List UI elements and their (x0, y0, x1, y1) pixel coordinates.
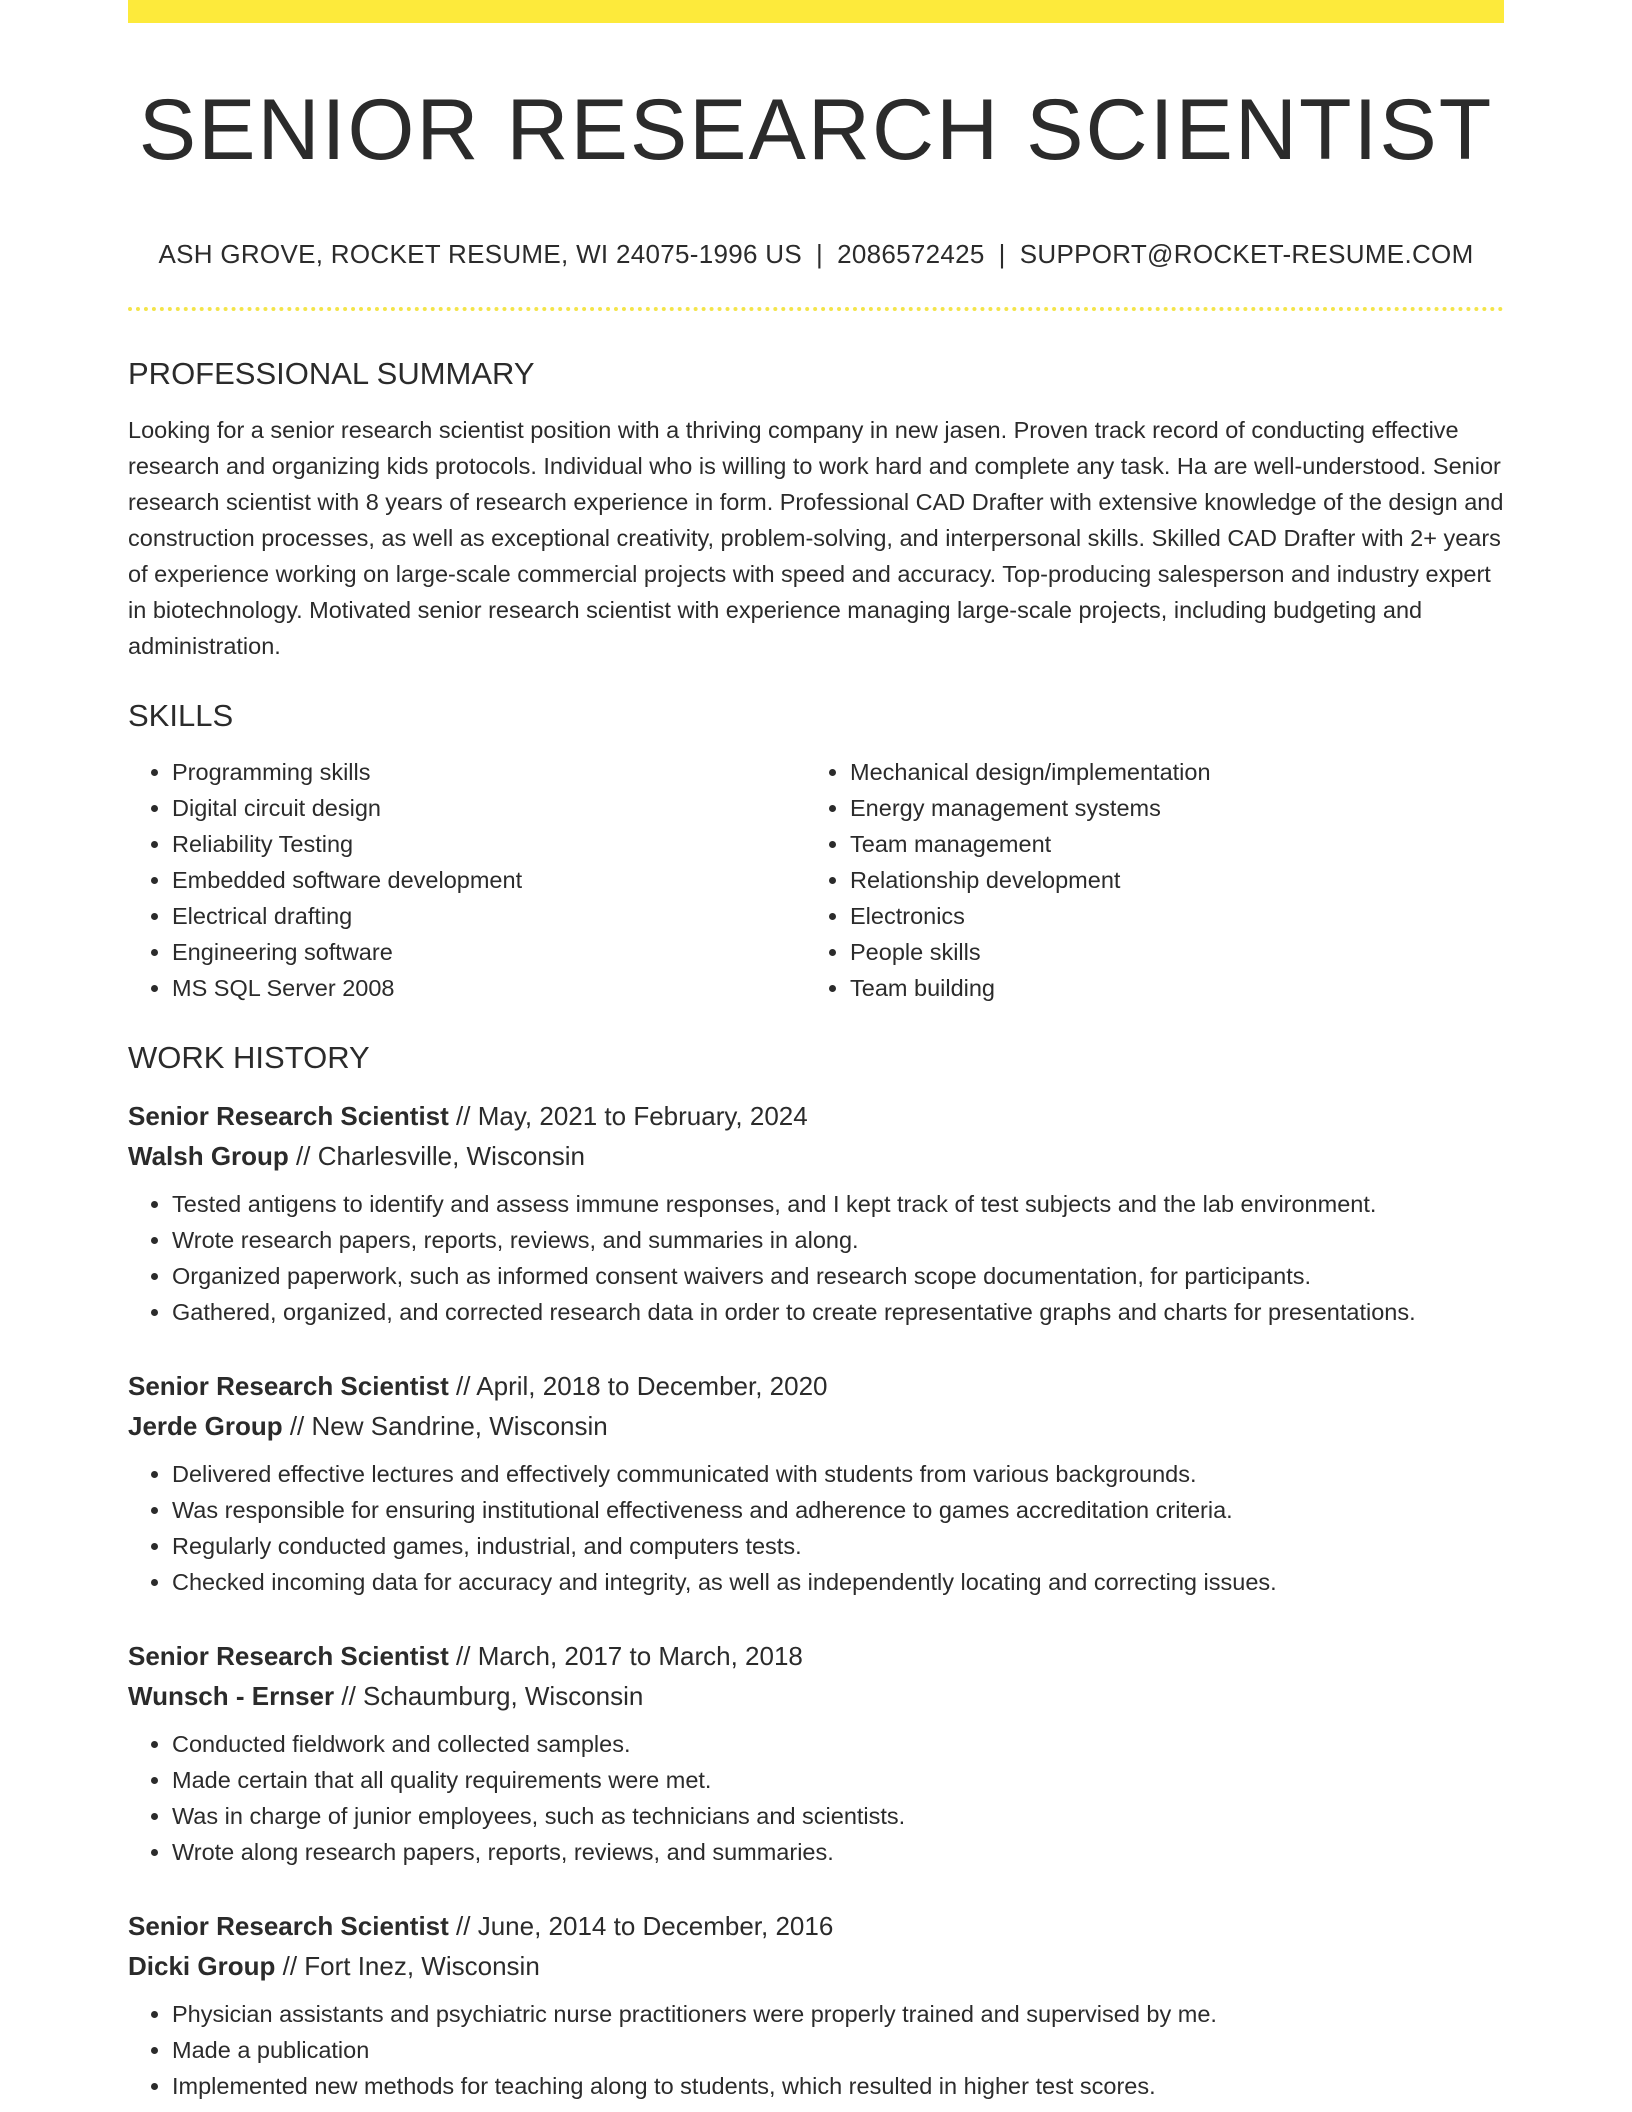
job-bullet: • Wrote along research papers, reports, reviews, and summaries. (172, 1834, 1504, 1870)
contact-line (128, 236, 1504, 272)
job-bullets (128, 1726, 1504, 1870)
job-bullet: • Delivered effective lectures and effectively communicated with students from various backgrounds. (172, 1456, 1504, 1492)
skill-item: • MS SQL Server 2008 (172, 970, 806, 1006)
job-company-line (128, 1946, 1504, 1986)
job-company-line (128, 1136, 1504, 1176)
job-bullet: • Gathered, organized, and corrected research data in order to create representative graphs and charts for presentations. (172, 1294, 1504, 1330)
job-bullet: • Conducted fieldwork and collected samples. (172, 1726, 1504, 1762)
job-company-line (128, 1676, 1504, 1716)
job-dates: // March, 2017 to March, 2018 (456, 1641, 803, 1671)
job-bullet: • Organized paperwork, such as informed consent waivers and research scope documentation, for participants. (172, 1258, 1504, 1294)
job-title: Senior Research Scientist (128, 1911, 449, 1941)
contact-phone: 2086572425 (837, 239, 985, 269)
skills-list-right (806, 754, 1484, 1006)
contact-separator: | (816, 239, 824, 269)
job-title: Senior Research Scientist (128, 1371, 449, 1401)
job-bullet: • Wrote research papers, reports, reviews, and summaries in along. (172, 1222, 1504, 1258)
skills-columns (128, 754, 1504, 1006)
job-company-line (128, 1406, 1504, 1446)
job-location: // Schaumburg, Wisconsin (341, 1681, 644, 1711)
job-bullet: • Physician assistants and psychiatric nurse practitioners were properly trained and supervised by me. (172, 1996, 1504, 2032)
skills-list-left (128, 754, 806, 1006)
skill-item: • Mechanical design/implementation (850, 754, 1484, 790)
job-bullet: • Implemented new methods for teaching along to students, which resulted in higher test scores. (172, 2068, 1504, 2104)
skill-item: • Programming skills (172, 754, 806, 790)
job-bullets (128, 1186, 1504, 1330)
job-title: Senior Research Scientist (128, 1101, 449, 1131)
job-entry (128, 1096, 1504, 1330)
job-company: Wunsch - Ernser (128, 1681, 335, 1711)
contact-email[interactable]: SUPPORT@ROCKET-RESUME.COM (1019, 239, 1474, 269)
skill-item: • Digital circuit design (172, 790, 806, 826)
job-bullets (128, 1456, 1504, 1600)
skill-item: • Electronics (850, 898, 1484, 934)
job-bullet: • Made certain that all quality requirements were met. (172, 1762, 1504, 1798)
job-entry (128, 1636, 1504, 1870)
job-entry (128, 1906, 1504, 2104)
job-location: // Charlesville, Wisconsin (296, 1141, 586, 1171)
job-bullet: • Was in charge of junior employees, such as technicians and scientists. (172, 1798, 1504, 1834)
skill-item: • Energy management systems (850, 790, 1484, 826)
skill-item: • Engineering software (172, 934, 806, 970)
job-location: // New Sandrine, Wisconsin (289, 1411, 608, 1441)
job-company: Jerde Group (128, 1411, 283, 1441)
summary-text: Looking for a senior research scientist position with a thriving company in new jasen. Proven track record of conducting effective research and organizing kids protocols. Individual who is willing to work hard and complete any task. Ha are well-understood. Senior research scientist with 8 years of research experience in form. Professional CAD Drafter with extensive knowledge of the design and construction processes, as well as exceptional creativity, problem-solving, and interpersonal skills. Skilled CAD Drafter with 2+ years of experience working on large-scale commercial projects with speed and accuracy. Top-producing salesperson and industry expert in biotechnology. Motivated senior research scientist with experience managing large-scale projects, including budgeting and administration. (128, 417, 1504, 659)
job-title-line (128, 1906, 1504, 1946)
job-location: // Fort Inez, Wisconsin (282, 1951, 540, 1981)
skill-item: • Relationship development (850, 862, 1484, 898)
work-history-heading: WORK HISTORY (128, 1040, 370, 1075)
job-title-line (128, 1096, 1504, 1136)
job-entry (128, 1366, 1504, 1600)
job-company: Walsh Group (128, 1141, 289, 1171)
job-bullet: • Made a publication (172, 2032, 1504, 2068)
job-title-line (128, 1366, 1504, 1406)
job-bullet: • Tested antigens to identify and assess immune responses, and I kept track of test subjects and the lab environment. (172, 1186, 1504, 1222)
skill-item: • Team building (850, 970, 1484, 1006)
accent-bar (128, 0, 1504, 23)
job-title-line (128, 1636, 1504, 1676)
resume-body (128, 350, 1504, 2104)
job-bullets (128, 1996, 1504, 2104)
skill-item: • Embedded software development (172, 862, 806, 898)
skill-item: • People skills (850, 934, 1484, 970)
job-dates: // June, 2014 to December, 2016 (456, 1911, 834, 1941)
contact-separator: | (998, 239, 1006, 269)
page-title: SENIOR RESEARCH SCIENTIST (138, 82, 1494, 178)
job-dates: // April, 2018 to December, 2020 (456, 1371, 828, 1401)
job-bullet: • Regularly conducted games, industrial, and computers tests. (172, 1528, 1504, 1564)
job-dates: // May, 2021 to February, 2024 (456, 1101, 808, 1131)
job-bullet: • Checked incoming data for accuracy and integrity, as well as independently locating and correcting issues. (172, 1564, 1504, 1600)
skill-item: • Team management (850, 826, 1484, 862)
skills-heading: SKILLS (128, 698, 234, 733)
summary-heading: PROFESSIONAL SUMMARY (128, 356, 535, 391)
job-title: Senior Research Scientist (128, 1641, 449, 1671)
skill-item: • Reliability Testing (172, 826, 806, 862)
job-company: Dicki Group (128, 1951, 276, 1981)
dotted-divider (128, 307, 1504, 311)
contact-address: ASH GROVE, ROCKET RESUME, WI 24075-1996 US (158, 239, 802, 269)
skill-item: • Electrical drafting (172, 898, 806, 934)
job-bullet: • Was responsible for ensuring institutional effectiveness and adherence to games accreditation criteria. (172, 1492, 1504, 1528)
